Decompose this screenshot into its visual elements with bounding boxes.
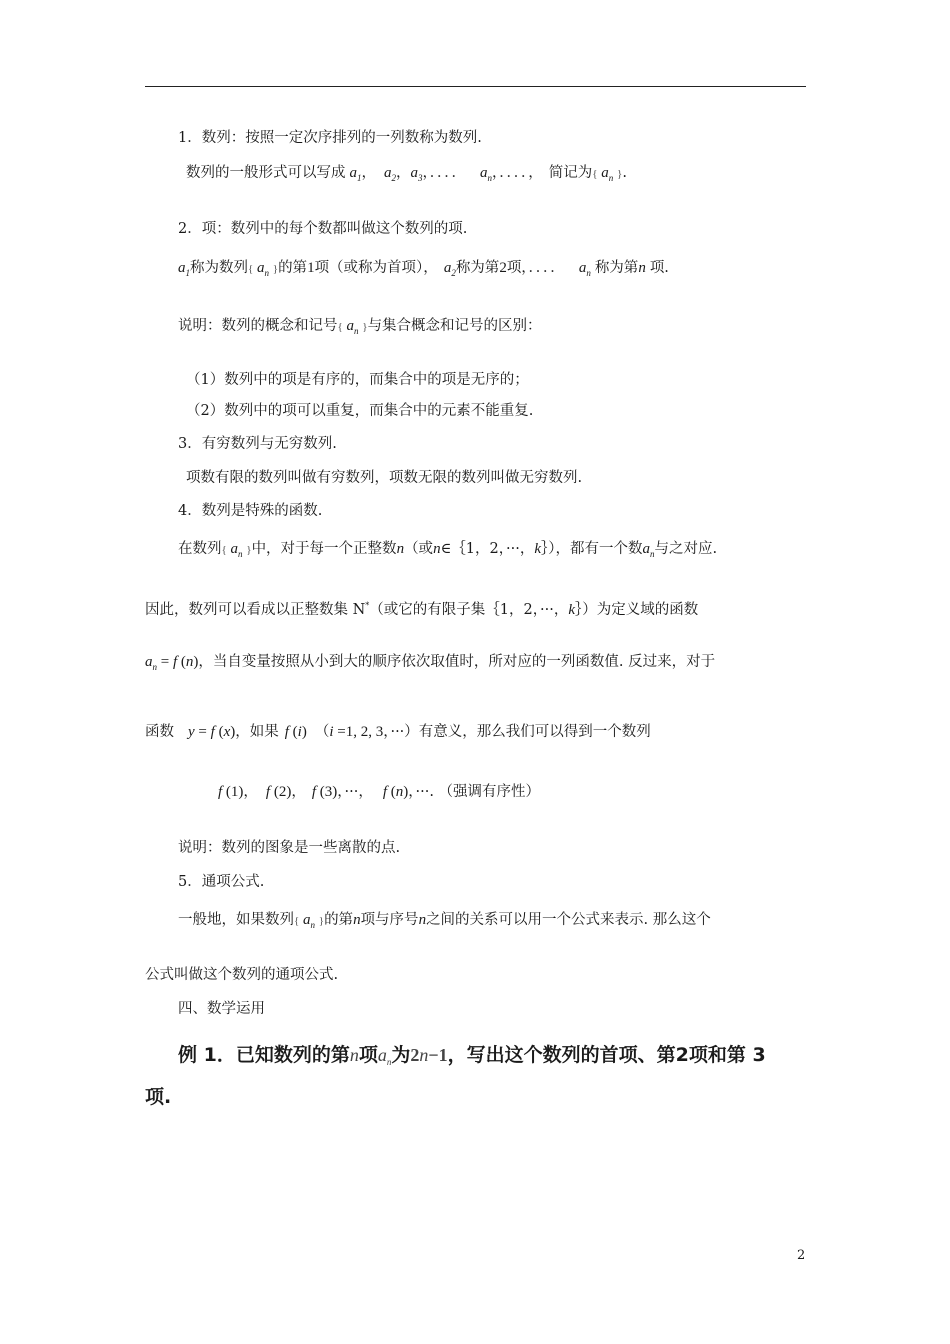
page-number: 2 [797, 1248, 806, 1263]
header-rule [145, 86, 806, 87]
item4-title: 4．数列是特殊的函数. [178, 503, 323, 519]
example-1-line2: 项. [145, 1086, 172, 1108]
item5-line1: 一般地，如果数列{ $a_n$ }的第n项与序号n之间的关系可以用一个公式来表示. 那么这个 [178, 912, 711, 930]
section-heading: 四、数学运用 [178, 1001, 265, 1017]
item4-sequence: f (1)， f (2)， f (3)，···， f (n)，···. （强调有序性） [218, 784, 541, 800]
example-1-line1: 例 1．已知数列的第n项$a_n$为2n−1，写出这个数列的首项、第2项和第 3 [178, 1044, 766, 1067]
note-graph: 说明：数列的图象是一些离散的点. [178, 840, 401, 856]
item5-line2: 公式叫做这个数列的通项公式. [145, 967, 339, 983]
item4-line2: 因此，数列可以看成以正整数集 N*（或它的有限子集｛1，2，···，k｝）为定义域的函数 [145, 601, 699, 618]
item3-title: 3．有穷数列与无穷数列. [178, 436, 337, 452]
item2-title: 2．项：数列中的每个数都叫做这个数列的项. [178, 221, 468, 237]
diff-item-2: （2）数列中的项可以重复，而集合中的元素不能重复. [186, 403, 534, 419]
diff-item-1: （1）数列中的项是有序的，而集合中的项是无序的； [186, 372, 529, 388]
item1-general-form: 数列的一般形式可以写成 $a_1$， $a_2$，$a_3$，．．．． $a_n$，．．．．， 简记为{ $a_n$ }. [186, 165, 627, 183]
item2-terms: $a_1$称为数列{ $a_n$ }的第1项（或称为首项）， $a_2$称为第2项，．．．． $a_n$ 称为第n 项. [178, 260, 669, 278]
item1-title: 1．数列：按照一定次序排列的一列数称为数列. [178, 130, 482, 146]
item5-title: 5．通项公式. [178, 874, 265, 890]
item3-text: 项数有限的数列叫做有穷数列，项数无限的数列叫做无穷数列. [186, 470, 583, 486]
item4-line4: 函数 y = f (x)，如果 f (i) （i =1, 2, 3，···）有意义，那么我们可以得到一个数列 [145, 724, 651, 740]
item4-line3: $a_n = f$ (n)，当自变量按照从小到大的顺序依次取值时，所对应的一列函数值. 反过来，对于 [145, 654, 716, 672]
item4-line1: 在数列{ $a_n$ }中，对于每一个正整数n（或n∈｛1，2，···，k｝），都有一个数$a_n$与之对应. [178, 541, 718, 559]
note-notation: 说明：数列的概念和记号{ $a_n$ }与集合概念和记号的区别： [178, 318, 542, 336]
